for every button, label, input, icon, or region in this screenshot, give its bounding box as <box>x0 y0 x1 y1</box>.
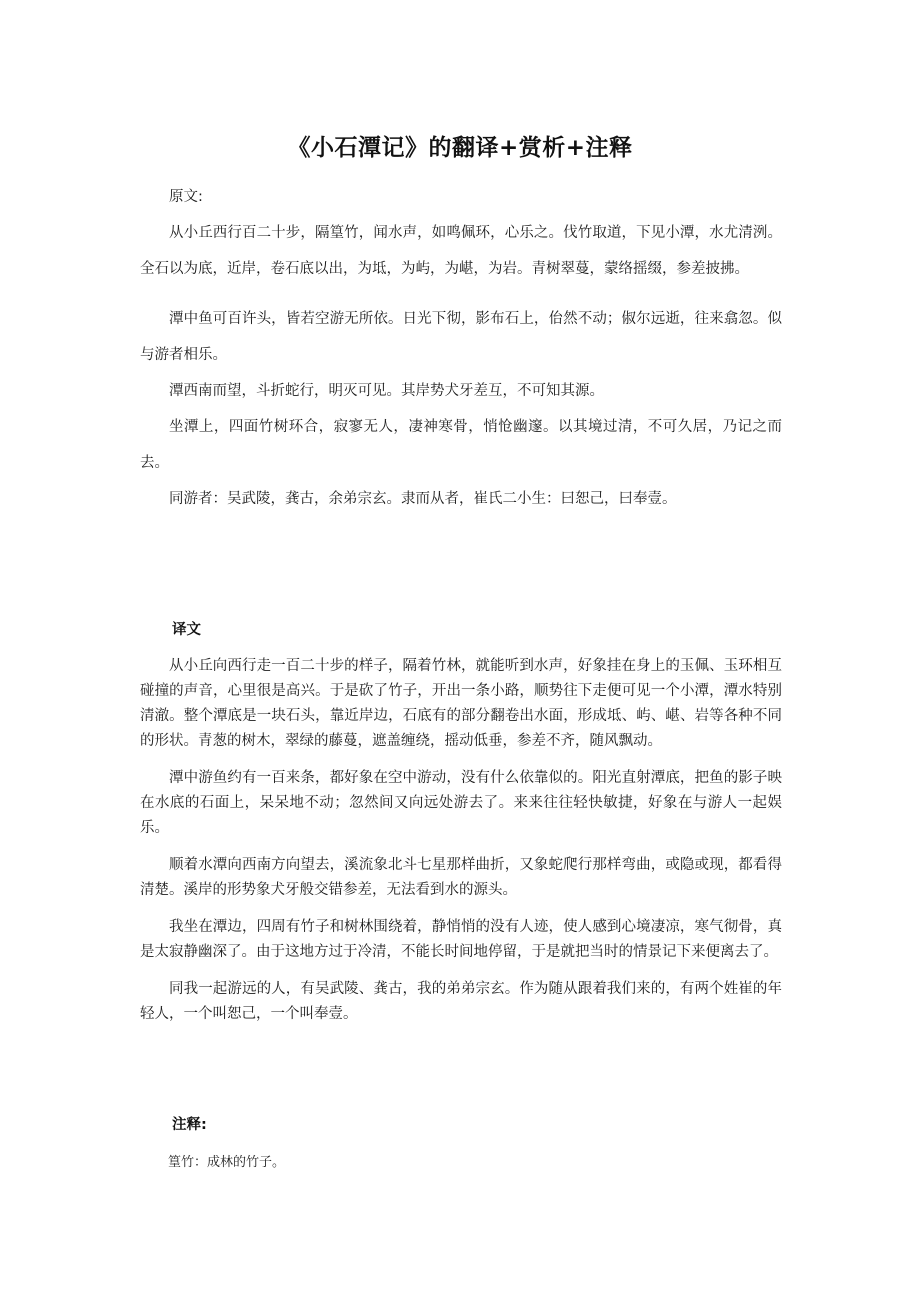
translation-paragraph-4: 我坐在潭边，四周有竹子和树林围绕着，静悄悄的没有人迹，使人感到心境凄凉，寒气彻骨，真是太寂静幽深了。由于这地方过于冷清，不能长时间地停留，于是就把当时的情景记下来便离去了。 <box>140 919 782 960</box>
translation-paragraph-3: 顺着水潭向西南方向望去，溪流象北斗七星那样曲折，又象蛇爬行那样弯曲，或隐或现，都看得清楚。溪岸的形势象犬牙般交错参差，无法看到水的源头。 <box>140 857 782 898</box>
note-item-1: 篁竹：成林的竹子。 <box>168 1155 286 1170</box>
notes-heading: 注释: <box>172 1117 207 1133</box>
translation-heading: 译文 <box>172 622 201 638</box>
original-paragraph-4: 坐潭上，四面竹树环合，寂寥无人，凄神寒骨，悄怆幽邃。以其境过清，不可久居，乃记之而去。 <box>140 419 782 471</box>
original-label: 原文: <box>169 189 203 205</box>
translation-paragraph-2: 潭中游鱼约有一百来条，都好象在空中游动，没有什么依靠似的。阳光直射潭底，把鱼的影子映在水底的石面上，呆呆地不动；忽然间又向远处游去了。来来往往轻快敏捷，好象在与游人一起娱乐。 <box>140 770 782 836</box>
translation-paragraph-1: 从小丘向西行走一百二十步的样子，隔着竹林，就能听到水声，好象挂在身上的玉佩、玉环相互碰撞的声音，心里很是高兴。于是砍了竹子，开出一条小路，顺势往下走便可见一个小潭，潭水特别清澈。整个潭底是一块石头，靠近岸边，石底有的部分翻卷出水面，形成坻、屿、嵁、岩等各种不同的形状。青葱的树木，翠绿的藤蔓，遮盖缠绕，摇动低垂，参差不齐，随风飘动。 <box>140 658 782 749</box>
original-paragraph-1: 从小丘西行百二十步，隔篁竹，闻水声，如鸣佩环，心乐之。伐竹取道，下见小潭，水尤清洌。全石以为底，近岸，卷石底以出，为坻，为屿，为嵁，为岩。青树翠蔓，蒙络摇缀，参差披拂。 <box>140 225 782 277</box>
original-text-section <box>140 179 782 517</box>
document-title: 《小石潭记》的翻译+赏析+注释 <box>287 135 633 161</box>
translation-section <box>140 654 782 1027</box>
original-paragraph-2: 潭中鱼可百许头，皆若空游无所依。日光下彻，影布石上，佁然不动；俶尔远逝，往来翕忽。似与游者相乐。 <box>140 311 782 363</box>
original-paragraph-5: 同游者：吴武陵，龚古，余弟宗玄。隶而从者，崔氏二小生：曰恕己，曰奉壹。 <box>169 491 677 507</box>
translation-paragraph-5: 同我一起游远的人，有吴武陵、龚古，我的弟弟宗玄。作为随从跟着我们来的，有两个姓崔的年轻人，一个叫恕己，一个叫奉壹。 <box>140 981 782 1022</box>
original-paragraph-3: 潭西南而望，斗折蛇行，明灭可见。其岸势犬牙差互，不可知其源。 <box>169 383 604 399</box>
